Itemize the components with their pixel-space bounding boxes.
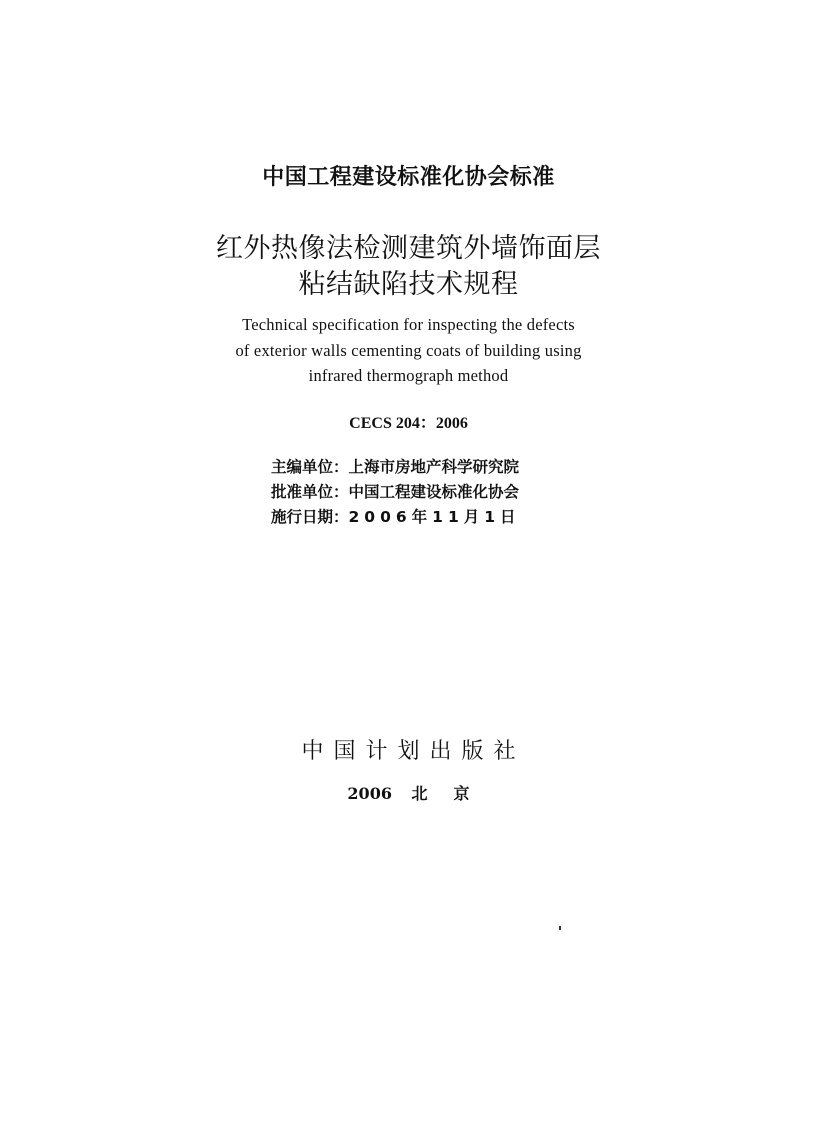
scan-speck: [559, 926, 561, 930]
chinese-title-line-1: 红外热像法检测建筑外墙饰面层: [216, 233, 601, 264]
effective-date-value: 2006年11月1日: [348, 508, 521, 526]
publication-place: [0, 781, 817, 804]
english-title-line-3: infrared thermograph method: [308, 366, 509, 385]
standard-code: CECS 204：2006: [349, 415, 468, 432]
chief-editor-value: 上海市房地产科学研究院: [348, 458, 520, 476]
chinese-title-line-2: 粘结缺陷技术规程: [298, 269, 519, 300]
approver-row: [271, 480, 519, 502]
standard-series: 中国工程建设标准化协会标准: [262, 165, 555, 190]
city-char-2: 京: [453, 784, 470, 803]
approver-label: 批准单位：: [271, 483, 349, 501]
city-char-1: 北: [411, 784, 428, 803]
english-title-line-1: Technical specification for inspecting the defects: [242, 315, 575, 334]
effective-date-label: 施行日期：: [271, 508, 349, 526]
publication-year: 2006: [347, 784, 392, 803]
english-title-line-2: of exterior walls cementing coats of building using: [235, 341, 582, 360]
chief-editor-row: [271, 455, 519, 477]
publisher-name: 中国计划出版社: [301, 739, 526, 764]
effective-date-row: [271, 505, 521, 527]
approver-value: 中国工程建设标准化协会: [348, 483, 520, 501]
chief-editor-label: 主编单位：: [271, 458, 349, 476]
